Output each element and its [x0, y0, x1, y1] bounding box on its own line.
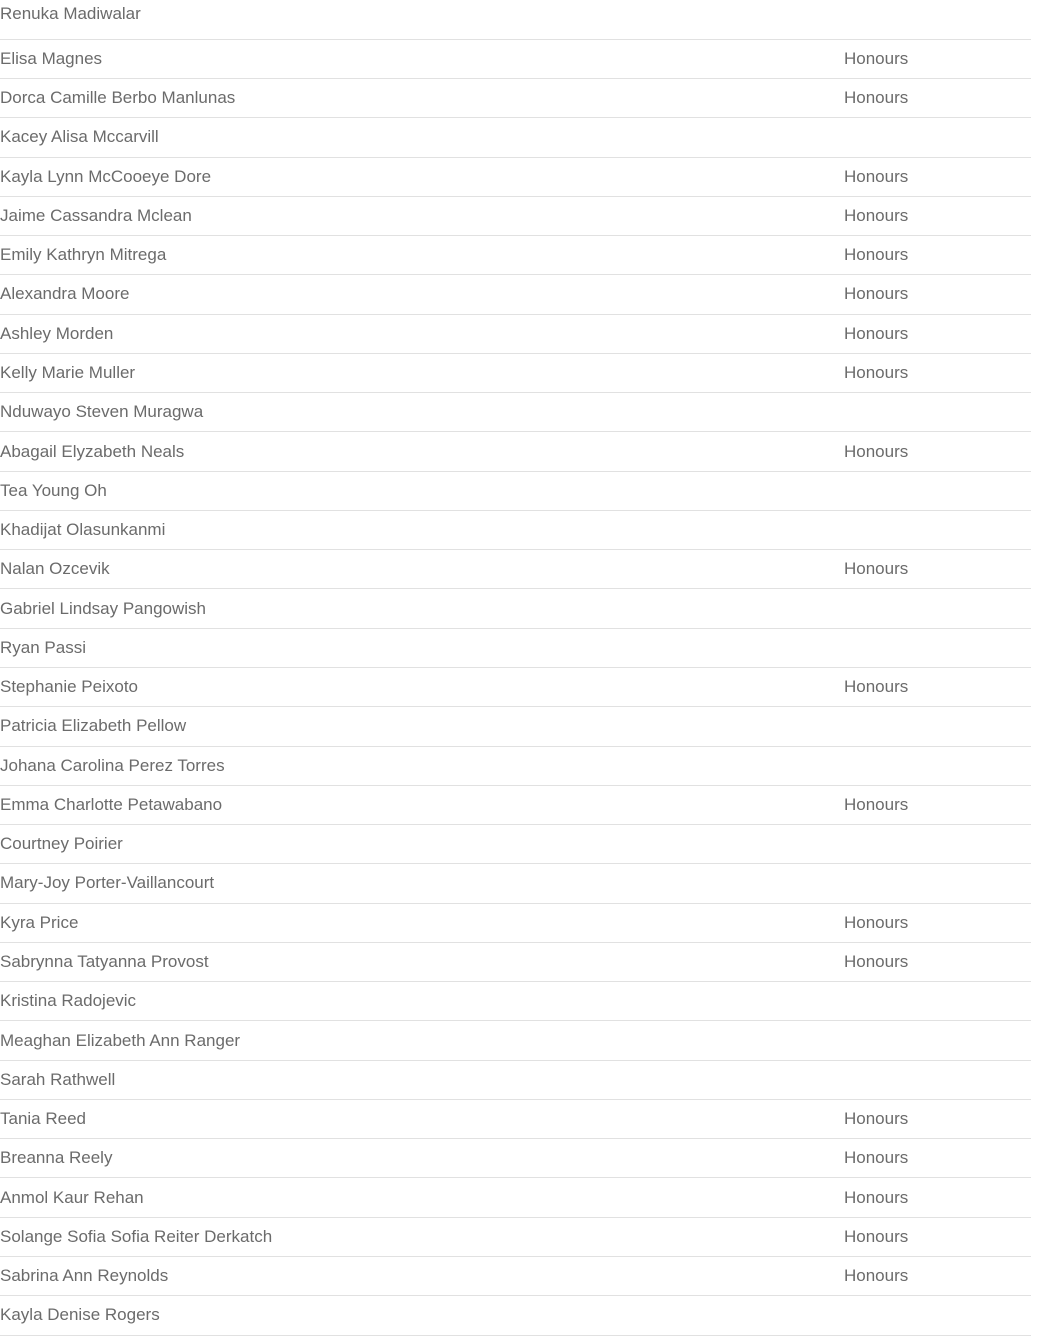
graduate-row	[0, 432, 1031, 471]
graduate-distinction	[844, 825, 1031, 864]
graduate-distinction	[844, 1060, 1031, 1099]
graduate-name: Sabrynna Tatyanna Provost	[0, 942, 844, 981]
graduate-name: Kayla Denise Rogers	[0, 1296, 844, 1335]
graduate-row	[0, 1021, 1031, 1060]
graduate-name: Elisa Magnes	[0, 39, 844, 78]
graduate-row	[0, 510, 1031, 549]
graduate-row	[0, 1296, 1031, 1335]
graduate-name: Ashley Morden	[0, 314, 844, 353]
graduate-name: Dorca Camille Berbo Manlunas	[0, 79, 844, 118]
graduate-name: Tea Young Oh	[0, 471, 844, 510]
graduate-name: Mary-Joy Porter-Vaillancourt	[0, 864, 844, 903]
graduate-row	[0, 864, 1031, 903]
graduate-row	[0, 196, 1031, 235]
graduate-name: Patricia Elizabeth Pellow	[0, 707, 844, 746]
graduate-name: Johana Carolina Perez Torres	[0, 746, 844, 785]
graduate-name: Emily Kathryn Mitrega	[0, 236, 844, 275]
graduate-row	[0, 1178, 1031, 1217]
graduate-distinction: Honours	[844, 1099, 1031, 1138]
graduate-row	[0, 550, 1031, 589]
graduate-distinction: Honours	[844, 550, 1031, 589]
graduate-distinction: Honours	[844, 39, 1031, 78]
graduate-name: Ryan Passi	[0, 628, 844, 667]
graduate-name: Tania Reed	[0, 1099, 844, 1138]
graduate-row	[0, 118, 1031, 157]
graduate-row	[0, 825, 1031, 864]
graduate-row	[0, 668, 1031, 707]
graduate-distinction: Honours	[844, 275, 1031, 314]
graduate-distinction	[844, 589, 1031, 628]
graduate-distinction	[844, 393, 1031, 432]
graduate-name: Abagail Elyzabeth Neals	[0, 432, 844, 471]
graduate-name: Kristina Radojevic	[0, 982, 844, 1021]
graduate-distinction: Honours	[844, 1217, 1031, 1256]
graduate-distinction: Honours	[844, 785, 1031, 824]
graduate-distinction: Honours	[844, 157, 1031, 196]
graduate-distinction	[844, 1296, 1031, 1335]
graduate-name: Jaime Cassandra Mclean	[0, 196, 844, 235]
graduate-name: Khadijat Olasunkanmi	[0, 510, 844, 549]
graduate-name: Kayla Lynn McCooeye Dore	[0, 157, 844, 196]
graduate-distinction: Honours	[844, 353, 1031, 392]
graduate-distinction	[844, 1021, 1031, 1060]
graduate-distinction	[844, 471, 1031, 510]
graduate-row	[0, 982, 1031, 1021]
graduate-distinction: Honours	[844, 942, 1031, 981]
graduate-name: Kyra Price	[0, 903, 844, 942]
graduate-name: Courtney Poirier	[0, 825, 844, 864]
graduate-distinction: Honours	[844, 196, 1031, 235]
graduate-row	[0, 79, 1031, 118]
graduate-row	[0, 157, 1031, 196]
graduate-name: Solange Sofia Sofia Reiter Derkatch	[0, 1217, 844, 1256]
graduate-row	[0, 746, 1031, 785]
graduate-distinction: Honours	[844, 432, 1031, 471]
graduate-distinction: Honours	[844, 1178, 1031, 1217]
graduate-distinction: Honours	[844, 79, 1031, 118]
graduate-row	[0, 393, 1031, 432]
graduate-name: Renuka Madiwalar	[0, 0, 844, 39]
graduate-row	[0, 707, 1031, 746]
graduate-row	[0, 785, 1031, 824]
graduate-row	[0, 0, 1031, 39]
graduate-name: Stephanie Peixoto	[0, 668, 844, 707]
graduate-row	[0, 903, 1031, 942]
graduate-name: Nalan Ozcevik	[0, 550, 844, 589]
graduate-name: Breanna Reely	[0, 1139, 844, 1178]
graduate-distinction	[844, 118, 1031, 157]
graduate-distinction	[844, 746, 1031, 785]
graduate-row	[0, 1060, 1031, 1099]
graduate-row	[0, 39, 1031, 78]
graduate-row	[0, 353, 1031, 392]
graduate-distinction	[844, 707, 1031, 746]
graduate-row	[0, 471, 1031, 510]
graduate-row	[0, 1217, 1031, 1256]
graduate-row	[0, 628, 1031, 667]
graduate-distinction	[844, 0, 1031, 39]
graduate-name: Alexandra Moore	[0, 275, 844, 314]
graduate-name: Kelly Marie Muller	[0, 353, 844, 392]
graduate-row	[0, 1257, 1031, 1296]
graduate-name: Emma Charlotte Petawabano	[0, 785, 844, 824]
graduate-name: Kacey Alisa Mccarvill	[0, 118, 844, 157]
graduate-name: Gabriel Lindsay Pangowish	[0, 589, 844, 628]
graduate-distinction: Honours	[844, 668, 1031, 707]
graduate-name: Meaghan Elizabeth Ann Ranger	[0, 1021, 844, 1060]
graduate-row	[0, 1139, 1031, 1178]
graduate-distinction	[844, 982, 1031, 1021]
graduate-distinction	[844, 864, 1031, 903]
graduate-name: Sarah Rathwell	[0, 1060, 844, 1099]
graduate-row	[0, 275, 1031, 314]
graduate-distinction: Honours	[844, 1257, 1031, 1296]
graduate-distinction: Honours	[844, 1139, 1031, 1178]
graduate-row	[0, 589, 1031, 628]
graduate-distinction: Honours	[844, 314, 1031, 353]
graduate-distinction	[844, 510, 1031, 549]
graduate-name: Sabrina Ann Reynolds	[0, 1257, 844, 1296]
graduate-row	[0, 1099, 1031, 1138]
graduate-distinction: Honours	[844, 236, 1031, 275]
graduate-row	[0, 942, 1031, 981]
graduate-distinction: Honours	[844, 903, 1031, 942]
graduate-row	[0, 314, 1031, 353]
graduate-name: Nduwayo Steven Muragwa	[0, 393, 844, 432]
graduate-name: Anmol Kaur Rehan	[0, 1178, 844, 1217]
graduate-distinction	[844, 628, 1031, 667]
graduate-row	[0, 236, 1031, 275]
